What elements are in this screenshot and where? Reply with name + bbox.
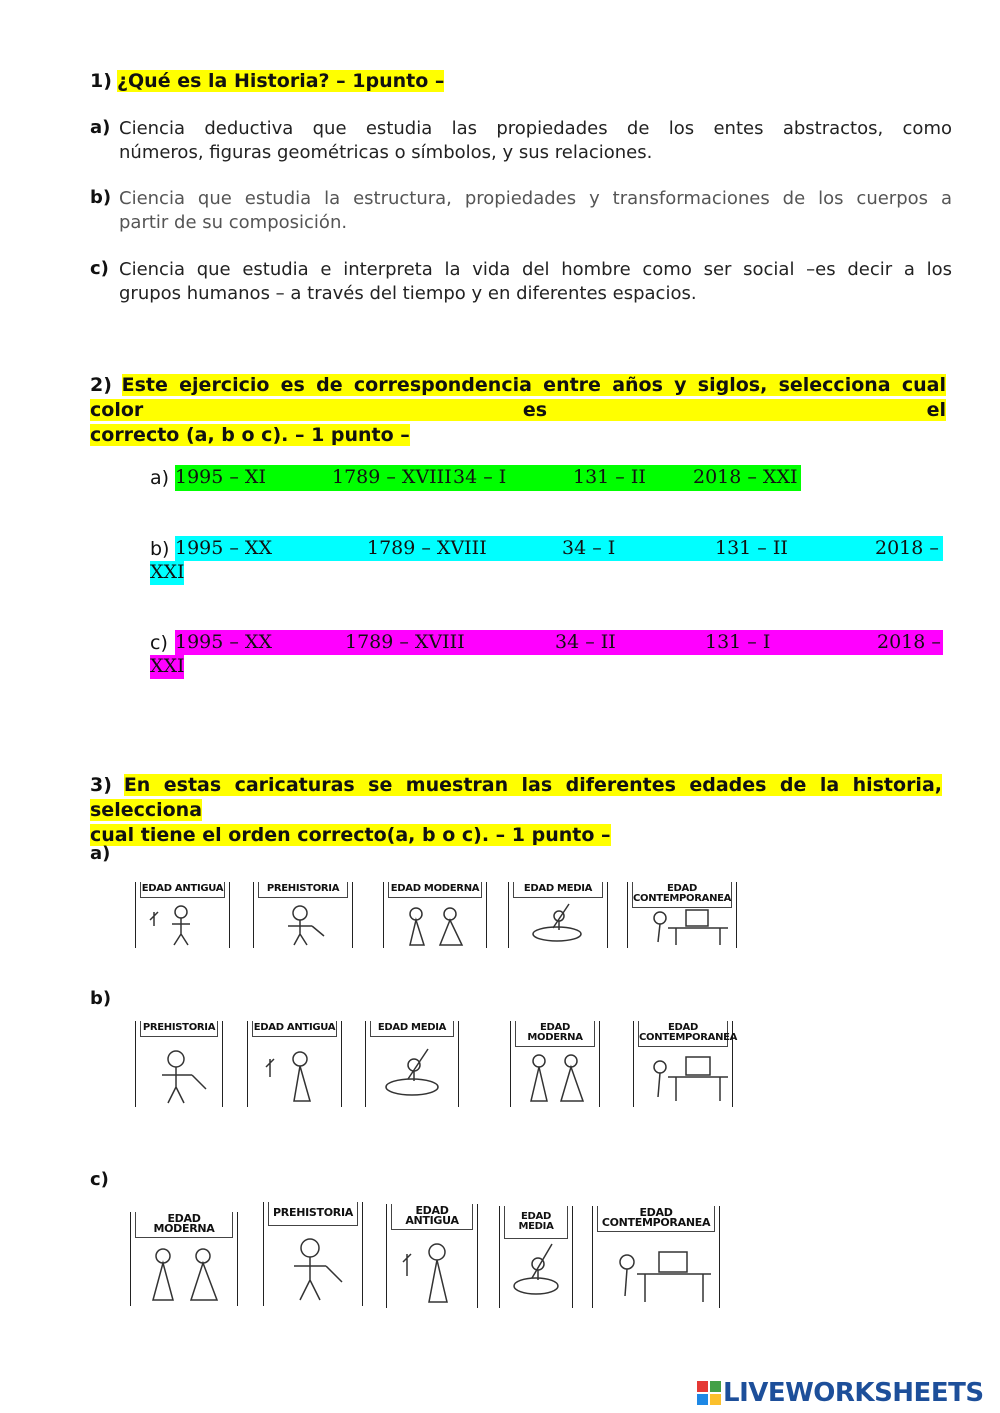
card-edad-media [365,1021,459,1107]
q3-option-a-letter: a) [90,843,111,864]
q2-option-a-letter: a) [150,467,170,489]
card-label: EDAD MODERNA [515,1021,595,1047]
q3-option-b[interactable] [135,1021,745,1109]
card-label: EDAD MODERNA [388,882,482,898]
q1-option-c-letter: c) [90,258,109,279]
card-edad-antigua [135,882,230,948]
caricature-figure-icon [387,1236,479,1306]
q2-option-b[interactable] [150,536,950,586]
q3-option-b-letter: b) [90,988,112,1009]
q2-b-pair-2: 1789 – XVIII [367,537,487,559]
question-1-number: 1) [90,70,112,92]
q1-option-c[interactable] [90,258,952,306]
card-edad-media [499,1206,573,1308]
card-edad-contemporanea [592,1206,720,1308]
card-label: EDAD MEDIA [513,882,603,898]
card-edad-contemporanea [627,882,737,948]
q2-c-pair-5: 2018 – [877,631,941,653]
q2-b-pair-1: 1995 – XX [175,537,272,559]
card-label: EDAD MODERNA [135,1212,233,1238]
q2-c-pair-1: 1995 – XX [175,631,272,653]
card-prehistoria [263,1202,363,1306]
q3-option-a[interactable] [135,882,745,952]
card-prehistoria [253,882,353,948]
card-label: EDAD ANTIGUA [391,1204,473,1230]
q1-option-a-line1: Ciencia deductiva que estudia las propiedades de los entes abstractos, como [119,118,952,139]
card-edad-moderna [510,1021,600,1107]
caricature-figure-icon [500,1238,574,1306]
question-1-header [90,70,444,92]
card-label: EDAD MEDIA [504,1206,568,1239]
q2-b-pair-3: 34 – I [562,537,616,559]
card-edad-contemporanea [633,1021,738,1107]
q3-option-c[interactable] [130,1202,750,1310]
card-edad-media [508,882,608,948]
card-label: PREHISTORIA [258,882,348,898]
card-edad-moderna [383,882,487,948]
caricature-figure-icon [384,902,488,946]
question-2-header [90,373,946,448]
q2-a-pair-1: 1995 – XI [175,466,266,488]
q1-option-b-letter: b) [90,187,112,208]
question-1-title: ¿Qué es la Historia? – 1punto – [117,70,445,92]
card-edad-antigua [247,1021,342,1107]
caricature-figure-icon [248,1045,343,1105]
q3-option-c-letter: c) [90,1169,109,1190]
q2-b-pair-5: 2018 – [875,537,939,559]
q2-option-c-highlight-tail [150,655,184,679]
caricature-figure-icon [366,1045,460,1105]
q2-b-pair-4: 131 – II [715,537,788,559]
caricature-figure-icon [136,1045,224,1105]
question-3-number: 3) [90,774,112,796]
caricature-figure-icon [264,1232,364,1304]
q1-option-c-line1: Ciencia que estudia e interpreta la vida del hombre como ser social –es decir a los [119,259,952,280]
caricature-figure-icon [593,1238,721,1306]
q1-option-a[interactable] [90,117,952,165]
q2-b-tail: XXI [150,561,185,583]
card-label: EDAD CONTEMPORANEA [597,1206,715,1232]
q2-a-pair-2: 1789 – XVIII [332,466,452,488]
caricature-figure-icon [628,902,738,946]
q2-option-c-highlight [175,630,943,655]
card-label: EDAD MEDIA [370,1021,454,1037]
card-label: EDAD ANTIGUA [140,882,225,898]
liveworksheets-logo-text: LIVEWORKSHEETS [723,1378,984,1408]
q2-a-pair-3: 34 – I [453,466,507,488]
q2-a-pair-4: 131 – II [573,466,646,488]
caricature-figure-icon [131,1238,239,1304]
question-2-line2: correcto (a, b o c). – 1 punto – [90,424,410,446]
question-2-line1: Este ejercicio es de correspondencia entre años y siglos, selecciona cual color es el [90,374,946,421]
q1-option-a-line2: números, figuras geométricas o símbolos, y sus relaciones. [119,142,653,163]
q2-c-pair-2: 1789 – XVIII [345,631,465,653]
q2-c-pair-3: 34 – II [555,631,616,653]
card-label: EDAD CONTEMPORANEA [632,882,732,908]
q2-c-tail: XXI [150,655,185,677]
q1-option-b-line2: partir de su composición. [119,212,348,233]
q1-option-b-line1: Ciencia que estudia la estructura, propiedades y transformaciones de los cuerpos a [119,188,952,209]
q1-option-c-line2: grupos humanos – a través del tiempo y en diferentes espacios. [119,283,697,304]
question-3-header [90,773,942,848]
q2-c-pair-4: 131 – I [705,631,771,653]
q1-option-a-letter: a) [90,117,111,138]
card-edad-antigua [386,1204,478,1308]
card-label: EDAD CONTEMPORANEA [638,1021,728,1047]
question-3-line1: En estas caricaturas se muestran las diferentes edades de la historia, selecciona [90,774,942,821]
liveworksheets-logo-icon [697,1381,721,1405]
question-3-line2: cual tiene el orden correcto(a, b o c). – 1 punto – [90,824,611,846]
caricature-figure-icon [511,1045,601,1105]
q1-option-b[interactable] [90,187,952,235]
card-edad-moderna [130,1212,238,1306]
q2-option-a[interactable] [150,465,950,491]
q2-option-b-highlight [175,536,943,561]
question-2-number: 2) [90,374,112,396]
card-label: PREHISTORIA [140,1021,218,1037]
caricature-figure-icon [509,902,609,946]
q2-a-pair-5: 2018 – XXI [693,466,798,488]
caricature-figure-icon [254,902,354,946]
card-label: PREHISTORIA [268,1202,358,1226]
q2-option-b-letter: b) [150,538,170,560]
card-label: EDAD ANTIGUA [252,1021,337,1037]
q2-option-a-highlight [175,465,801,491]
q2-option-c-letter: c) [150,632,168,654]
q2-option-b-highlight-tail [150,561,184,585]
caricature-figure-icon [634,1045,734,1105]
q2-option-c[interactable] [150,630,950,680]
caricature-figure-icon [136,902,231,946]
card-prehistoria [135,1021,223,1107]
